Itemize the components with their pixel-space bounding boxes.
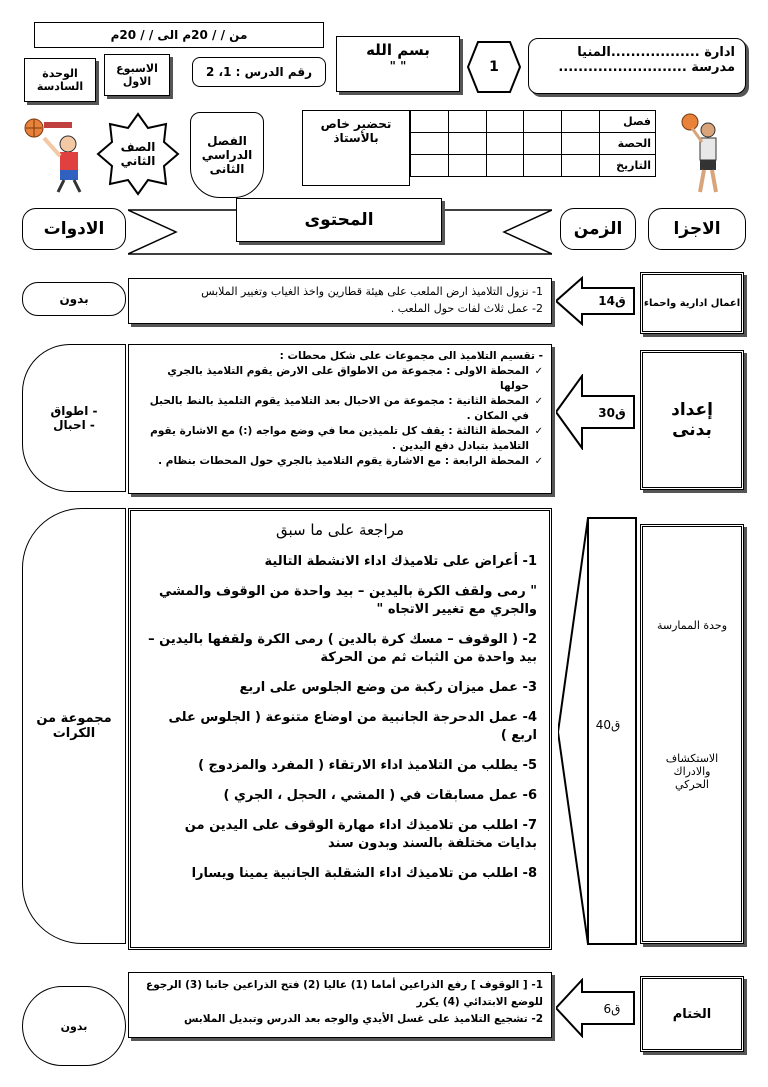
- section4-tools: [22, 986, 126, 1066]
- activity-item: 7- اطلب من تلاميذك اداء مهارة الوقوف على اليدين من بدايات مختلفة بالسند وبدون سند: [184, 818, 537, 851]
- section1-content: [128, 278, 552, 324]
- section2-time: 30ق: [598, 406, 626, 420]
- activity-item: " رمى ولقف الكرة باليدين – بيد واحدة من الوقوف والمشي والجري مع تغيير الاتجاه ": [158, 584, 537, 617]
- unit-box: [24, 58, 96, 102]
- station-item: ✓ المحطة الثانية : مجموعة من الاحبال بعد التلاميذ يقوم التلميذ بالنط بالحبل في المكان .: [137, 394, 543, 424]
- tools-header: [22, 208, 126, 250]
- activity-item: 3- عمل ميزان ركبة من وضع الجلوس على اربع: [239, 680, 537, 695]
- section2-part: [640, 350, 744, 490]
- table-row-label: الحصة: [600, 133, 656, 155]
- section2-tools: [22, 344, 126, 492]
- activity-item: 1- أعراض على تلاميذك اداء الانشطة التالية: [264, 554, 537, 569]
- section3-part-bottom: الاستكشاف والادراك الحركي: [665, 752, 719, 791]
- lesson-number-text: رقم الدرس : 1، 2: [206, 65, 312, 79]
- basmala-text: بسم الله: [366, 41, 430, 59]
- table-row-label: التاريخ: [600, 155, 656, 177]
- semester-box: [190, 112, 264, 198]
- admin-text: ادارة ..................المنيا: [577, 45, 735, 60]
- section1-part: [640, 272, 744, 334]
- section3-time: 40ق: [595, 718, 621, 732]
- station-item: ✓ المحطة الرابعة : مع الاشارة يقوم التلاميذ بالجري حول المحطات بنظام .: [137, 454, 543, 469]
- unit-text: الوحدة السادسة: [36, 67, 84, 93]
- section4-part-text: الختام: [672, 1006, 712, 1022]
- table-row-label: فصل: [600, 111, 656, 133]
- lesson-number-box: [192, 57, 326, 87]
- section2-part-text: إعداد بدنى: [671, 400, 713, 440]
- section3-tools-text: مجموعة من الكرات: [36, 711, 112, 741]
- basmala-quotes: " ": [389, 59, 407, 73]
- basmala-box: [336, 36, 460, 92]
- prep-box: [302, 110, 410, 186]
- parts-header: [648, 208, 746, 250]
- section4-content: [128, 972, 552, 1038]
- time-header: [560, 208, 636, 250]
- section2-intro: - تقسيم التلاميذ الى مجموعات على شكل محطات :: [279, 350, 543, 362]
- content-header: [236, 198, 442, 242]
- section3-part: [640, 524, 744, 944]
- grade-text: الصف الثاني: [120, 140, 156, 168]
- section3-part-top: وحدة الممارسة: [656, 619, 728, 632]
- prep-text: تحضير خاص بالأستاذ: [320, 117, 392, 145]
- school-box: [528, 38, 746, 94]
- section2-content: [128, 344, 552, 494]
- date-range: [34, 22, 324, 48]
- review-heading: مراجعة على ما سبق: [276, 521, 404, 539]
- tools-header-text: الادوات: [43, 219, 105, 239]
- station-item: ✓ المحطة الاولى : مجموعة من الاطواق على الارض يقوم التلاميذ بالجري حولها: [137, 364, 543, 394]
- basketball-player-icon: [18, 116, 92, 196]
- activity-item: 2- ( الوقوف – مسك كرة بالدين ) رمى الكرة ولقفها باليدين – بيد واحدة من الثبات ثم من الحركة: [148, 632, 537, 665]
- section4-line: 2- تشجيع التلاميذ على غسل الأيدي والوجه بعد الدرس وتبديل الملابس: [183, 1013, 543, 1025]
- school-text: مدرسة ..........................: [558, 60, 735, 75]
- section1-tools: [22, 282, 126, 316]
- content-header-text: المحتوى: [304, 210, 374, 230]
- section3-content: [128, 508, 552, 950]
- page-number: 1: [489, 59, 499, 75]
- player-with-ball-icon: [680, 112, 730, 198]
- section4-time: 6ق: [603, 1002, 621, 1016]
- section1-time: 14ق: [598, 294, 626, 308]
- section4-line: 1- [ الوقوف ] رفع الذراعين أماما (1) عاليا (2) فتح الذراعين جانبا (3) الرجوع للوضع الابتدائي (4) يكرر: [146, 979, 543, 1008]
- activity-item: 4- عمل الدحرجة الجانبية من اوضاع متنوعة ( الجلوس على اربع ): [168, 710, 537, 743]
- section1-part-text: اعمال ادارية واحماء: [643, 297, 741, 309]
- schedule-table: [410, 110, 656, 177]
- date-range-text: من / / 20م الى / / 20م: [110, 28, 248, 42]
- activity-item: 8- اطلب من تلاميذك اداء الشقلبة الجانبية يمينا ويسارا: [191, 866, 537, 881]
- semester-text: الفصل الدراسي الثانى: [201, 134, 253, 176]
- activity-item: 5- يطلب من التلاميذ اداء الارتقاء ( المفرد والمزدوج ): [198, 758, 537, 773]
- station-item: ✓ المحطة الثالثة : يقف كل تلميذين معا في وضع مواجه (:) مع الاشارة يقوم التلاميذ بتبادل دفع اليدين .: [137, 424, 543, 454]
- section1-line: 1- نزول التلاميذ ارض الملعب على هيئة قطارين واخذ الغياب وتغيير الملابس: [201, 285, 543, 298]
- section2-tools-text: - اطواق - احبال: [50, 404, 98, 432]
- section1-tools-text: بدون: [59, 292, 89, 306]
- section4-tools-text: بدون: [60, 1019, 88, 1033]
- time-header-text: الزمن: [573, 219, 623, 239]
- week-text: الاسبوع الاول: [116, 62, 158, 88]
- week-box: [104, 54, 170, 96]
- activity-item: 6- عمل مسابقات في ( المشي ، الحجل ، الجري ): [223, 788, 537, 803]
- section3-tools: [22, 508, 126, 944]
- parts-header-text: الاجزا: [673, 219, 721, 239]
- section1-line: 2- عمل ثلاث لفات حول الملعب .: [390, 302, 543, 315]
- section4-part: [640, 976, 744, 1052]
